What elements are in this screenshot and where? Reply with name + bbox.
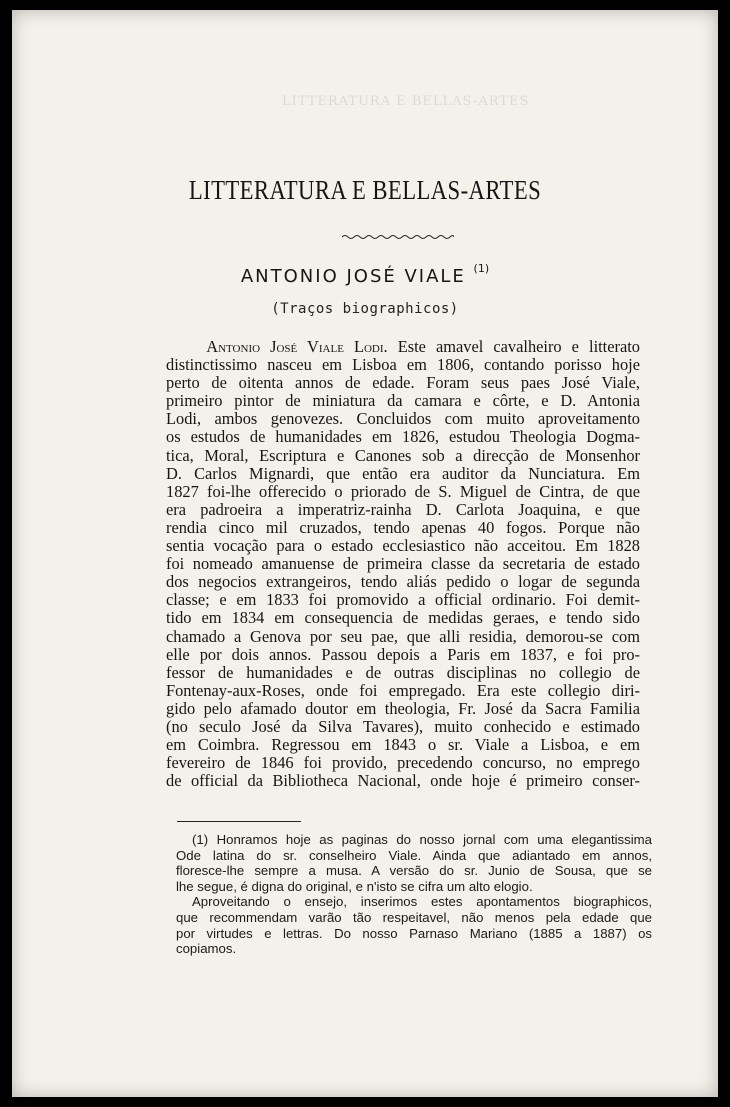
footnote-line: por virtudes e lettras. Do nosso Parnaso Mariano (1885 a 1887) os — [176, 925, 652, 941]
article-subject — [12, 262, 718, 287]
subject-name: ANTONIO JOSÉ VIALE — [240, 266, 466, 287]
body-line: Lodi, ambos genovezes. Concluidos com muito aproveitamento — [166, 409, 640, 429]
body-line: de official da Bibliotheca Nacional, onde hoje é primeiro conser- — [166, 771, 640, 791]
bleed-through-text: LITTERATURA E BELLAS-ARTES — [282, 94, 530, 109]
lead-name: Antonio José Viale Lodi. — [206, 337, 388, 356]
document-page — [12, 10, 718, 1097]
footnote-line: floresce-lhe sempre a musa. A versão do sr. Junio de Sousa, que se — [176, 863, 652, 879]
body-line: os estudos de humanidades em 1826, estudou Theologia Dogma- — [166, 427, 640, 447]
body-line: em Coimbra. Regressou em 1843 o sr. Viale a Lisboa, e em — [166, 735, 640, 755]
footnote-line: (1) Honramos hoje as paginas do nosso jornal com uma elegantissima — [192, 832, 652, 847]
body-line: dos negocios extrangeiros, tendo aliás pedido o logar de segunda — [166, 572, 640, 592]
body-line: primeiro pintor de miniatura da camara e côrte, e D. Antonia — [166, 391, 640, 411]
footnote-line: copiamos. — [176, 941, 237, 957]
body-line: D. Carlos Mignardi, que então era auditor da Nunciatura. Em — [166, 463, 640, 483]
body-line: tido em 1834 em consequencia de medidas geraes, e tendo sido — [166, 608, 640, 628]
body-line: foi nomeado amanuense de primeira classe da secretaria de estado — [166, 554, 640, 574]
body-line: fevereiro de 1846 foi provido, precedendo concurso, no emprego — [166, 753, 640, 773]
footnote-reference: (1) — [473, 262, 490, 275]
body-line: Fontenay-aux-Roses, onde foi empregado. Era este collegio diri- — [166, 680, 640, 700]
footnote-line: que recommendam varão tão respeitavel, não menos pela edade que — [176, 909, 652, 925]
body-line: tica, Moral, Escriptura e Canones sob a direcção de Monsenhor — [166, 445, 640, 465]
article-subtitle: (Traços biographicos) — [271, 301, 459, 317]
body-line: gido pelo afamado doutor em theologia, Fr. José da Sacra Familia — [166, 698, 640, 718]
body-line: classe; e em 1833 foi promovido a official ordinario. Foi demit- — [166, 590, 640, 610]
wavy-ornament — [342, 234, 454, 240]
body-line: fessor de humanidades e de outras disciplinas no collegio de — [166, 662, 640, 682]
body-line: era padroeira a imperatriz-rainha D. Carlota Joaquina, e que — [166, 499, 640, 519]
footnote-line: Aproveitando o ensejo, inserimos estes apontamentos biographicos, — [192, 894, 652, 910]
body-line: 1827 foi-lhe offerecido o priorado de S. Miguel de Cintra, de que — [166, 481, 640, 501]
body-line: distinctissimo nasceu em Lisboa em 1806, contando porisso hoje — [166, 355, 640, 375]
body-line: perto de oitenta annos de edade. Foram seus paes José Viale, — [166, 373, 640, 393]
body-line: Antonio José Viale Lodi. Este amavel cavalheiro e litterato — [206, 337, 640, 356]
section-title: LITTERATURA E BELLAS-ARTES — [188, 175, 542, 205]
body-line: sentia vocação para o estado ecclesiastico não acceitou. Em 1828 — [166, 536, 640, 556]
footnote-line: lhe segue, é digna do original, e n'isto se cifra um alto elogio. — [176, 878, 533, 894]
footnote-line: Ode latina do sr. conselheiro Viale. Ainda que adiantado em annos, — [176, 847, 652, 863]
footnote-divider — [177, 821, 301, 822]
body-line: rendia cinco mil cruzados, tendo apenas 40 fogos. Porque não — [166, 517, 640, 537]
body-line: chamado a Genova por seu pae, que alli residia, demorou-se com — [166, 626, 640, 646]
footnote — [176, 832, 652, 957]
body-line: (no seculo José da Silva Tavares), muito conhecido e estimado — [166, 716, 640, 736]
body-line: elle por dois annos. Passou depois a Paris em 1837, e foi pro- — [166, 644, 640, 664]
article-body — [166, 338, 640, 790]
